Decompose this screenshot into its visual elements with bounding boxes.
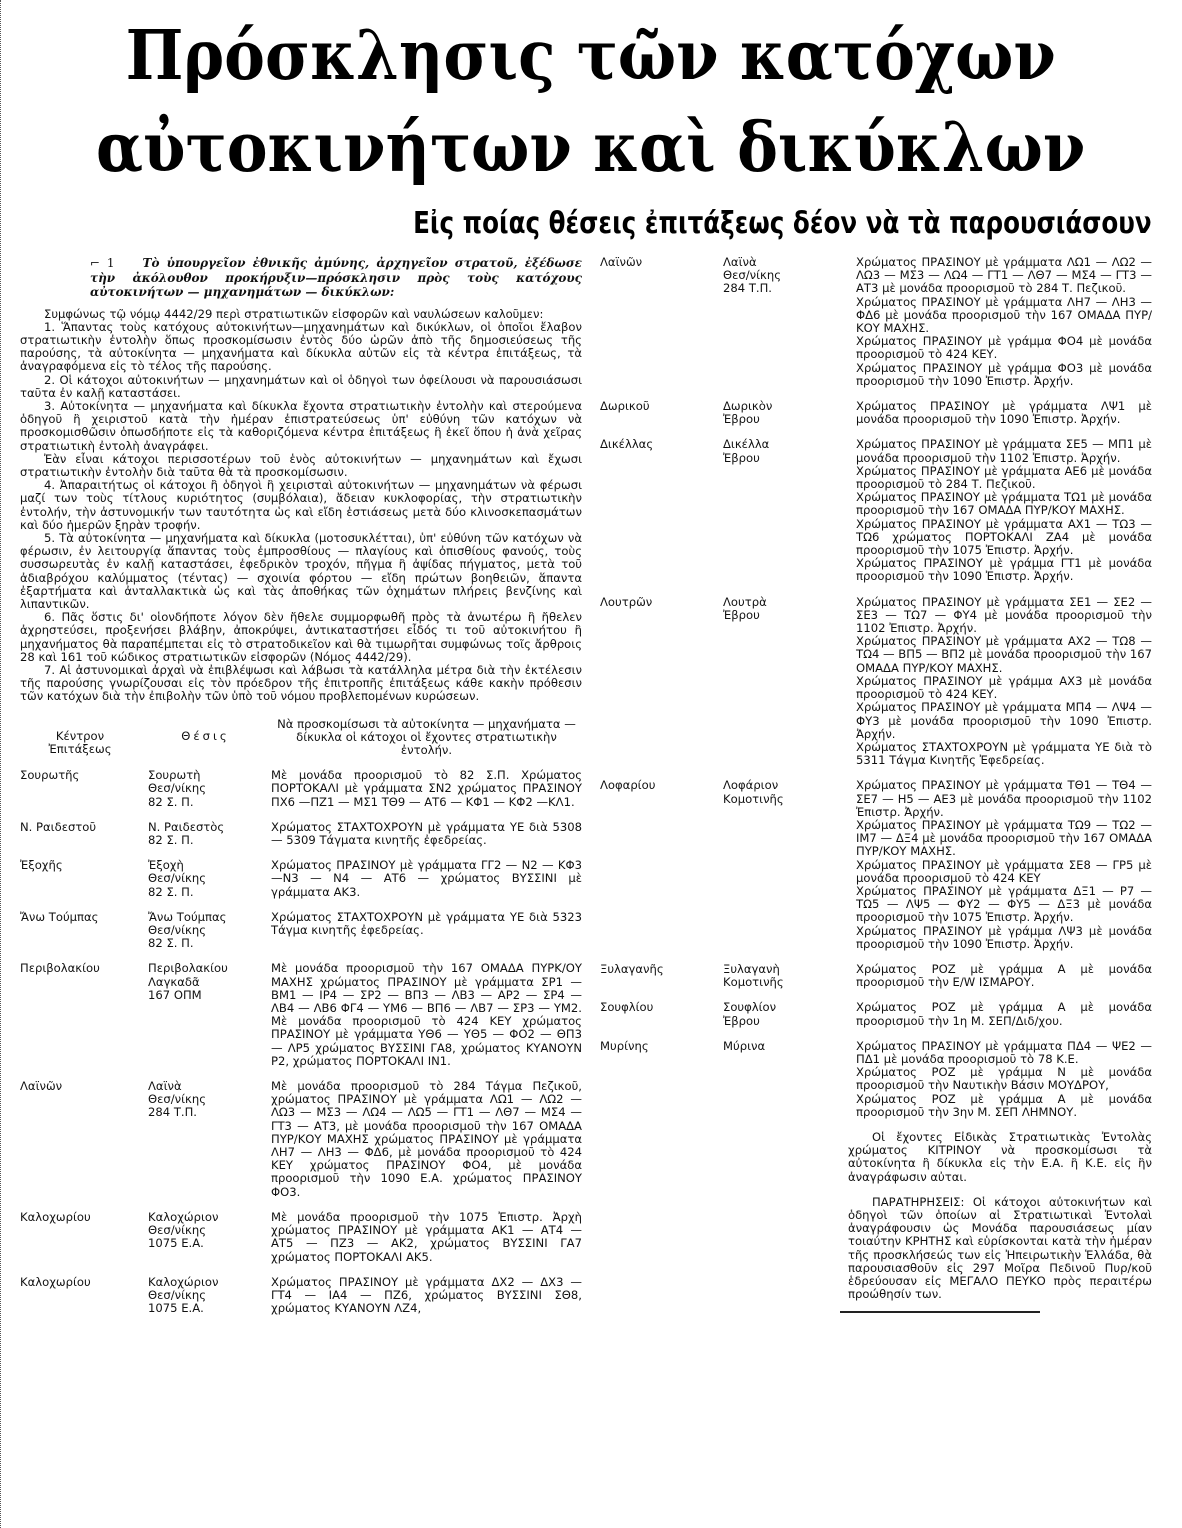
cell-center: Λαϊνῶν bbox=[20, 1079, 63, 1094]
lead-paragraph: Συμφώνως τῷ νόμῳ 4442/29 περὶ στρατιωτικῶν εἰσφορῶν καὶ ναυλώσεων καλοῦμεν: bbox=[44, 306, 544, 321]
detail-line: Χρώματος ΣΤΑΧΤΟΧΡΟΥΝ μὲ γράμματα ΥΕ διὰ 5308 — 5309 Τάγματα κινητῆς ἐφεδρείας. bbox=[271, 819, 582, 848]
detail-line: Χρώματος ΣΤΑΧΤΟΧΡΟΥΝ μὲ γράμματα ΥΕ διὰ 5323 Τάγμα κινητῆς ἐφεδρείας. bbox=[271, 909, 582, 938]
detail-line: Χρώματος ΡΟΖ μὲ γράμμα Α μὲ μονάδα προορισμοῦ τὴν 3ην Μ. ΣΕΠ ΛΗΜΝΟΥ. bbox=[856, 1091, 1152, 1119]
header-center: Κέντρον Ἐπιτάξεως bbox=[48, 728, 112, 756]
detail-line: Χρώματος ΠΡΑΣΙΝΟΥ μὲ γράμματα ΤΩ9 — ΤΩ2 — ΙΜ7 — ΔΞ4 μὲ μονάδα προορισμοῦ τὴν 167 ΟΜΑΔΑ ΠΥΡ/ΚΟΥ ΜΑΧΗΣ. bbox=[856, 817, 1152, 859]
cell-center: Δικέλλας bbox=[600, 437, 654, 452]
cell-details bbox=[856, 438, 1152, 583]
detail-line: Μὲ μονάδα προορισμοῦ τὴν 1075 Ἐπιστρ. Ἀρχὴ χρώματος ΠΡΑΣΙΝΟΥ μὲ γράμματα ΑΚ1 — ΑΤ4 — ΑΤ5 — ΠΖ3 — ΑΚ2, χρώματος ΒΥΣΣΙΝΙ ΓΑ7 χρώματος ΠΟΡΤΟΚΑΛΙ ΑΚ5. bbox=[271, 1209, 582, 1264]
header-details: Νὰ προσκομίσωσι τὰ αὐτοκίνητα — μηχανήματα — δίκυκλα οἱ κάτοχοι οἱ ἔχοντες στρατιωτικὴν ἐντολήν. bbox=[277, 716, 576, 757]
detail-line: Χρώματος ΠΡΑΣΙΝΟΥ μὲ γράμματα ΛΨ1 μὲ μονάδα προορισμοῦ τὴν 1090 Ἐπιστρ. Ἀρχήν. bbox=[856, 399, 1152, 427]
headline-line-1-box bbox=[0, 10, 1182, 102]
table-row bbox=[600, 400, 1152, 426]
cell-location: Καλοχώριον Θεσ/νίκης 1075 Ε.Α. bbox=[148, 1209, 219, 1251]
cell-details bbox=[856, 256, 1152, 388]
detail-line: Χρώματος ΠΡΑΣΙΝΟΥ μὲ γράμματα ΔΧ2 — ΔΧ3 — ΓΤ4 — ΙΑ4 — ΠΖ6, χρώματος ΒΥΣΣΙΝΙ ΣΘ8, χρώματος ΚΥΑΝΟΥΝ ΛΖ4, bbox=[271, 1274, 582, 1316]
article-paragraph: 5. Τὰ αὐτοκίνητα — μηχανήματα καὶ δίκυκλα (μοτοσυκλέτται), ὑπ' εὐθύνη τῶν κατόχων νὰ φέρωσιν, ἐν λειτουργίᾳ ἅπαντας τοὺς ἐμπροσθίους — πλαγίους καὶ ὀπισθίους φανούς, τοὺς συσσωρευτὰς ἐν καλῇ καταστάσει, ἐφεδρικὸν τροχόν, πῆγμα ἢ ἀψίδας πήγματος, μετὰ τοῦ ἀδιαβρόχου καλύμματος (τέντας) — σχοινία φόρτου — εἴδη πρώτων βοηθειῶν, ἅπαντα ἐξαρτήματα καὶ ἀνταλλακτικὰ ὡς καὶ τὰς ἀποθήκας τῶν ὀχημάτων πλήρεις βενζίνης καὶ λιπαντικῶν. bbox=[20, 530, 582, 611]
cell-details bbox=[856, 963, 1152, 989]
cell-location: Ἐξοχὴ Θεσ/νίκης 82 Σ. Π. bbox=[148, 858, 207, 899]
cell-center: Καλοχωρίου bbox=[20, 1209, 91, 1224]
detail-line: Μὲ μονάδα προορισμοῦ τὴν 167 ΟΜΑΔΑ ΠΥΡΚ/ΟΥ ΜΑΧΗΣ χρώματος ΠΡΑΣΙΝΟΥ μὲ γράμματα ΣΡ1 — ΒΜ1 — ΙΡ4 — ΣΡ2 — ΒΠ3 — ΛΒ3 — ΑΡ2 — ΣΡ4 — ΛΒ4 — ΛΒ6 ΦΓ4 — ΥΜ6 — ΒΠ6 — ΛΒ7 — ΣΡ3 — ΥΜ2. Μὲ μονάδα προορισμοῦ τὸ 424 ΚΕΥ χρώματος ΠΡΑΣΙΝΟΥ μὲ γράμματα ΥΘ6 — ΥΘ5 — ΦΟ2 — ΘΠ3 — ΛΡ5 χρώματος ΒΥΣΣΙΝΙ ΓΑ8, χρώματος ΚΥΑΝΟΥΝ Ρ2, χρώματος ΠΟΡΤΟΚΑΛΙ ΙΝ1. bbox=[271, 961, 582, 1068]
table-row bbox=[600, 256, 1152, 388]
table-row bbox=[20, 1211, 582, 1264]
detail-line: Χρώματος ΠΡΑΣΙΝΟΥ μὲ γράμματα ΑΕ6 μὲ μονάδα προορισμοῦ τὸ 284 Τ. Πεζικοῦ. bbox=[856, 463, 1152, 492]
cell-location: Δωρικὸν Ἐβρου bbox=[723, 399, 773, 427]
header-location: Θέσις bbox=[181, 728, 230, 743]
section-marker: ⌐ 1 bbox=[90, 256, 115, 270]
cell-details bbox=[856, 596, 1152, 768]
detail-line: Χρώματος ΠΡΑΣΙΝΟΥ μὲ γράμματα ΣΕ1 — ΣΕ2 — ΣΕ3 — ΤΩ7 — ΦΥ4 μὲ μονάδα προορισμοῦ τὴν 1102 Ἐπιστρ. Ἀρχήν. bbox=[856, 594, 1152, 636]
detail-line: Χρώματος ΠΡΑΣΙΝΟΥ μὲ γράμματα ΑΧ2 — ΤΩ8 — ΤΩ4 — ΒΠ5 — ΒΠ2 μὲ μονάδα προορισμοῦ τὴν 167 ΟΜΑΔΑ ΠΥΡ/ΚΟΥ ΜΑΧΗΣ. bbox=[856, 634, 1153, 675]
detail-line: Χρώματος ΡΟΖ μὲ γράμμα Α μὲ μονάδα προορισμοῦ τὴν 1η Μ. ΣΕΠ/Διδ/χου. bbox=[856, 1000, 1152, 1028]
note-paragraph: ΠΑΡΑΤΗΡΗΣΕΙΣ: Οἱ κάτοχοι αὐτοκινήτων καὶ ὁδηγοὶ τῶν ὁποίων αἱ Στρατιωτικαὶ Ἐντολαὶ ἀναγράφουσιν ὡς Μονάδα παρουσιάσεως μίαν τοιαύτην ΚΡΗΤΗΣ καὶ εὑρίσκονται κατὰ τὴν ἡμέραν τῆς προσκλήσεώς των εἰς Ἠπειρωτικὴν Ἑλλάδα, θὰ παρουσιασθοῦν εἰς 297 Μοῖρα Πεδινοῦ Πυρ/κοῦ ἑδρεύουσαν εἰς ΜΕΓΑΛΟ ΠΕΥΚΟ πρὸς περαιτέρω προώθησίν των. bbox=[848, 1194, 1152, 1302]
detail-line: Χρώματος ΠΡΑΣΙΝΟΥ μὲ γράμματα ΓΓ2 — Ν2 — ΚΦ3 —Ν3 — Ν4 — ΑΤ6 — χρώματος ΒΥΣΣΙΝΙ μὲ γράμματα ΑΚ3. bbox=[271, 858, 582, 899]
detail-line: Χρώματος ΠΡΑΣΙΝΟΥ μὲ γράμμα ΦΟ4 μὲ μονάδα προορισμοῦ τὸ 424 ΚΕΥ. bbox=[856, 334, 1152, 362]
cell-location: Καλοχώριον Θεσ/νίκης 1075 Ε.Α. bbox=[148, 1274, 219, 1316]
table-row bbox=[20, 821, 582, 847]
cell-location: Ξυλαγανὴ Κομοτινῆς bbox=[723, 961, 784, 990]
headline-line-1: Πρόσκλησις τῶν κατόχων bbox=[125, 16, 1057, 96]
detail-line: Μὲ μονάδα προορισμοῦ τὸ 284 Τάγμα Πεζικοῦ, χρώματος ΠΡΑΣΙΝΟΥ μὲ γράμματα ΛΩ1 — ΛΩ2 — ΛΩ3 — ΜΣ3 — ΛΩ4 — ΛΩ5 — ΓΤ1 — ΛΘ7 — ΜΣ4 — ΓΤ3 — ΑΤ3, μὲ μονάδα προορισμοῦ τὴν 167 ΟΜΑΔΑ ΠΥΡ/ΚΟΥ ΜΑΧΗΣ χρώματος ΠΡΑΣΙΝΟΥ μὲ γράμματα ΛΗ7 — ΛΗ3 — ΦΔ6, μὲ μονάδα προορισμοῦ τὸ 424 ΚΕΥ χρώματος ΠΡΑΣΙΝΟΥ ΦΟ4, μὲ μονάδα προορισμοῦ τὴν 1090 Ε.Α. χρώματος ΠΡΑΣΙΝΟΥ ΦΟ3. bbox=[271, 1079, 582, 1199]
cell-details bbox=[271, 859, 582, 899]
detail-line: Μὲ μονάδα προορισμοῦ τὸ 82 Σ.Π. Χρώματος ΠΟΡΤΟΚΑΛΙ μὲ γράμματα ΣΝ2 χρώματος ΠΡΑΣΙΝΟΥ ΠΧ6 —ΠΖ1 — ΜΣ1 ΤΘ9 — ΑΤ6 — ΚΦ1 — ΚΦ2 —ΚΛ1. bbox=[271, 768, 582, 809]
cell-center: Ἄνω Τούμπας bbox=[20, 909, 99, 924]
article-paragraph: 6. Πᾶς ὅστις δι' οἱονδήποτε λόγον δὲν ἤθελε συμμορφωθῆ πρὸς τὰ ἀνωτέρω ἢ ἤθελεν ἀχρηστεύσει, προξενήσει βλάβην, ἀποκρύψει, ἀντικαταστήσει εἶδός τι τοῦ αὐτοκινήτου ἢ μηχανήματος θὰ παραπέμπεται εἰς τὸ στρατοδικεῖον καὶ θὰ τιμωρῆται συμφώνως τοῖς ἄρθροις 28 καὶ 161 τοῦ κώδικος στρατιωτικῶν εἰσφορῶν (Νόμος 4442/29). bbox=[20, 610, 582, 664]
notes-block bbox=[600, 1131, 1152, 1301]
table-row bbox=[20, 1276, 582, 1316]
cell-center: Ξυλαγανῆς bbox=[600, 961, 664, 976]
cell-center: Ἐξοχῆς bbox=[20, 858, 63, 873]
table-body-left bbox=[20, 769, 582, 1315]
table-row bbox=[600, 1040, 1152, 1119]
article-paragraph: 3. Αὐτοκίνητα — μηχανήματα καὶ δίκυκλα ἔχοντα στρατιωτικὴν ἐντολὴν καὶ στερούμενα ὁδηγοῦ ἢ χειριστοῦ κατὰ τὴν ἡμέραν ἐπιστρατεύσεως ὑπ' εὐθύνη τῶν κατόχων νὰ προσκομισθῶσιν ὁπωσδήποτε εἰς τὰ καθοριζόμενα κέντρα ἐπιτάξεως ἢ ἐκεῖ ὅπου ἡ ἀνὰ χεῖρας στρατιωτικὴ ἐντολὴ ἀναγράφει. bbox=[20, 398, 582, 453]
cell-location: Δικέλλα Ἐβρου bbox=[723, 437, 770, 465]
table-row bbox=[20, 859, 582, 899]
cell-location: Ἄνω Τούμπας Θεσ/νίκης 82 Σ. Π. bbox=[148, 909, 227, 951]
cell-location: Περιβολακίου Λαγκαδᾶ 167 ΟΠΜ bbox=[148, 961, 228, 1002]
cell-details bbox=[271, 821, 582, 847]
cell-center: Λοφαρίου bbox=[600, 778, 656, 793]
cell-location: Λαϊνὰ Θεσ/νίκης 284 Τ.Π. bbox=[723, 255, 782, 296]
table-row bbox=[20, 962, 582, 1068]
detail-line: Χρώματος ΡΟΖ μὲ γράμμα Ν μὲ μονάδα προορισμοῦ τὴν Ναυτικὴν Βάσιν ΜΟΥΔΡΟΥ, bbox=[856, 1065, 1152, 1093]
detail-line: Χρώματος ΠΡΑΣΙΝΟΥ μὲ γράμμα ΓΤ1 μὲ μονάδα προορισμοῦ τὴν 1090 Ἐπιστρ. Ἀρχήν. bbox=[856, 556, 1152, 584]
table-row bbox=[600, 596, 1152, 768]
cell-center: Ν. Ραιδεστοῦ bbox=[20, 819, 97, 834]
cell-location: Σουρωτὴ Θεσ/νίκης 82 Σ. Π. bbox=[148, 768, 207, 809]
article-columns bbox=[0, 250, 1182, 1321]
table-header bbox=[20, 718, 582, 758]
table-body-right bbox=[600, 256, 1152, 1119]
article-paragraph: 1. Ἅπαντας τοὺς κατόχους αὐτοκινήτων—μηχανημάτων καὶ δικύκλων, οἱ ὁποῖοι ἔλαβον στρατιωτικὴν ἐντολὴν ὅπως προσκομίσωσιν ἐντὸς δύο ὡρῶν ἀπὸ τῆς δημοσιεύσεως τῆς παρούσης, τὰ αὐτοκίνητα — μηχανήματα καὶ δίκυκλα αὐτῶν εἰς τὰ κέντρα ἐπιτάξεως, τὰ ἀναγραφόμενα εἰς τὸ τέλος τῆς παρούσης. bbox=[20, 319, 582, 374]
detail-line: Χρώματος ΠΡΑΣΙΝΟΥ μὲ γράμματα ΛΩ1 — ΛΩ2 — ΛΩ3 — ΜΣ3 — ΛΩ4 — ΓΤ1 — ΛΘ7 — ΜΣ4 — ΓΤ3 — ΑΤ3 μὲ μονάδα προορισμοῦ τὸ 284 Τ. Πεζικοῦ. bbox=[856, 255, 1152, 296]
article-paragraph: 4. Ἀπαραιτήτως οἱ κάτοχοι ἢ ὁδηγοὶ ἢ χειρισταὶ αὐτοκινήτων — μηχανημάτων νὰ φέρωσι μαζί των τοὺς τίτλους κυριότητος (συμβόλαια), ἄδειαν κυκλοφορίας, τὴν στρατιωτικὴν ἐντολήν, τὴν ἀστυνομικήν των ταυτότητα ὡς καὶ εἴδη ἑστιάσεως μετὰ δύο κλινοσκεπασμάτων καὶ δύο ἡμερῶν ξηρὰν τροφήν. bbox=[20, 478, 582, 532]
article-paragraph: 7. Αἱ ἀστυνομικαὶ ἀρχαὶ νὰ ἐπιβλέψωσι καὶ λάβωσι τὰ κατάλληλα μέτρα διὰ τὴν ἐκτέλεσιν τῆς παρούσης γνωρίζουσαι εἰς τὸν πρόεδρον τῆς ἐπιτροπῆς ἐπιτάξεως κάθε κακὴν πρόθεσιν τῶν κατόχων διὰ τὴν ἐπιβολὴν τῶν ὑπὸ τοῦ νόμου προβλεπομένων κυρώσεων. bbox=[20, 662, 582, 704]
cell-location: Μύρινα bbox=[723, 1038, 766, 1053]
subheadline-box bbox=[0, 198, 1182, 250]
detail-line: Χρώματος ΠΡΑΣΙΝΟΥ μὲ γράμμα ΑΧ3 μὲ μονάδα προορισμοῦ τὸ 424 ΚΕΥ. bbox=[856, 673, 1152, 702]
detail-line: Χρώματος ΠΡΑΣΙΝΟΥ μὲ γράμματα ΔΞ1 — Ρ7 — ΤΩ5 — ΛΨ5 — ΦΥ2 — ΦΥ5 — ΔΞ3 μὲ μονάδα προορισμοῦ τὴν 1075 Ἐπιστρ. Ἀρχήν. bbox=[856, 883, 1152, 925]
cell-center: Μυρίνης bbox=[600, 1038, 649, 1053]
cell-center: Λαϊνῶν bbox=[600, 255, 643, 269]
cell-details bbox=[271, 962, 582, 1068]
cell-location: Ν. Ραιδεστὸς 82 Σ. Π. bbox=[148, 819, 225, 848]
article-paragraph: Ἐὰν εἶναι κάτοχοι περισσοτέρων τοῦ ἑνὸς αὐτοκινήτων — μηχανημάτων καὶ ἔχωσι στρατιωτικὴν ἐντολὴν διὰ ταῦτα θὰ τὰ προσκομίσωσιν. bbox=[20, 451, 582, 479]
article-column-right bbox=[600, 256, 1152, 1321]
bottom-rule bbox=[840, 1311, 1040, 1313]
cell-details bbox=[856, 400, 1152, 426]
cell-details bbox=[271, 911, 582, 951]
masthead bbox=[0, 0, 1182, 250]
detail-line: Χρώματος ΠΡΑΣΙΝΟΥ μὲ γράμματα ΑΧ1 — ΤΩ3 — ΤΩ6 χρώματος ΠΟΡΤΟΚΑΛΙ ΖΑ4 μὲ μονάδα προορισμοῦ τὴν 1075 Ἐπιστρ. Ἀρχήν. bbox=[856, 516, 1152, 558]
detail-line: Χρώματος ΠΡΑΣΙΝΟΥ μὲ γράμματα ΣΕ8 — ΓΡ5 μὲ μονάδα προορισμοῦ τὸ 424 ΚΕΥ bbox=[856, 857, 1152, 885]
cell-center: Περιβολακίου bbox=[20, 961, 100, 976]
cell-details bbox=[271, 1211, 582, 1264]
table-row bbox=[20, 769, 582, 809]
detail-line: Χρώματος ΠΡΑΣΙΝΟΥ μὲ γράμμα ΛΨ3 μὲ μονάδα προορισμοῦ τὴν 1090 Ἐπιστρ. Ἀρχήν. bbox=[856, 923, 1152, 951]
cell-details bbox=[271, 769, 582, 809]
cell-location: Σουφλίον Ἐβρου bbox=[723, 1000, 777, 1028]
cell-details bbox=[856, 1001, 1152, 1027]
cell-center: Σουρωτῆς bbox=[20, 768, 80, 783]
cell-details bbox=[856, 1040, 1152, 1119]
intro-paragraph bbox=[20, 256, 582, 300]
intro-text: Τὸ ὑπουργεῖον ἐθνικῆς ἀμύνης, ἀρχηγεῖον στρατοῦ, ἐξέδωσε τὴν ἀκόλουθον προκήρυξιν—πρόσκλησιν πρὸς τοὺς κατόχους αὐτοκινήτων — μηχανημάτων — δικύκλων: bbox=[90, 256, 582, 299]
table-row bbox=[600, 1001, 1152, 1027]
cell-center: Καλοχωρίου bbox=[20, 1274, 91, 1289]
cell-location: Λαϊνὰ Θεσ/νίκης 284 Τ.Π. bbox=[148, 1079, 207, 1120]
cell-details bbox=[271, 1276, 582, 1316]
note-paragraph: Οἱ ἔχοντες Εἰδικὰς Στρατιωτικὰς Ἐντολὰς χρώματος ΚΙΤΡΙΝΟΥ νὰ προσκομίσωσι τὰ αὐτοκίνητα ἢ δίκυκλα εἰς τὴν Ε.Α. ἢ Κ.Ε. εἰς ἣν ἀναγράφωσιν αὐται. bbox=[848, 1129, 1152, 1184]
cell-center: Δωρικοῦ bbox=[600, 399, 650, 414]
cell-center: Λουτρῶν bbox=[600, 594, 653, 609]
subheadline: Εἰς ποίας θέσεις ἐπιτάξεως δέον νὰ τὰ παρουσιάσουν bbox=[413, 206, 1152, 241]
detail-line: Χρώματος ΠΡΑΣΙΝΟΥ μὲ γράμματα ΠΔ4 — ΨΕ2 — ΠΔ1 μὲ μονάδα προορισμοῦ τὸ 78 Κ.Ε. bbox=[856, 1038, 1152, 1066]
cell-details bbox=[271, 1080, 582, 1199]
detail-line: Χρώματος ΣΤΑΧΤΟΧΡΟΥΝ μὲ γράμματα ΥΕ διὰ τὸ 5311 Τάγμα Κινητῆς Ἐφεδρείας. bbox=[856, 739, 1152, 768]
headline-line-2: αὐτοκινήτων καὶ δικύκλων bbox=[96, 108, 1086, 188]
cell-center: Σουφλίου bbox=[600, 1000, 654, 1015]
cell-location: Λουτρὰ Ἐβρου bbox=[723, 594, 767, 622]
detail-line: Χρώματος ΡΟΖ μὲ γράμμα Α μὲ μονάδα προορισμοῦ τὴν Ε/W ΙΣΜΑΡΟΥ. bbox=[856, 961, 1152, 990]
table-row bbox=[600, 438, 1152, 583]
detail-line: Χρώματος ΠΡΑΣΙΝΟΥ μὲ γράμματα ΤΩ1 μὲ μονάδα προορισμοῦ τὴν 167 ΟΜΑΔΑ ΠΥΡ/ΚΟΥ ΜΑΧΗΣ. bbox=[856, 490, 1152, 518]
headline-line-2-box bbox=[0, 102, 1182, 194]
detail-line: Χρώματος ΠΡΑΣΙΝΟΥ μὲ γράμματα ΣΕ5 — ΜΠ1 μὲ μονάδα προορισμοῦ τὴν 1102 Ἐπιστρ. Ἀρχήν. bbox=[856, 437, 1152, 465]
cell-location: Λοφάριον Κομοτινῆς bbox=[723, 778, 784, 806]
detail-line: Χρώματος ΠΡΑΣΙΝΟΥ μὲ γράμματα ΛΗ7 — ΛΗ3 — ΦΔ6 μὲ μονάδα προορισμοῦ τὴν 167 ΟΜΑΔΑ ΠΥΡ/ΚΟΥ ΜΑΧΗΣ. bbox=[856, 294, 1152, 336]
table-row bbox=[600, 779, 1152, 951]
article-paragraph: 2. Οἱ κάτοχοι αὐτοκινήτων — μηχανημάτων καὶ οἱ ὁδηγοὶ των ὀφείλουσι νὰ παρουσιάσωσι ταῦτα ἐν καλῇ καταστάσει. bbox=[20, 372, 582, 400]
table-row bbox=[20, 911, 582, 951]
table-row bbox=[600, 963, 1152, 989]
table-row bbox=[20, 1080, 582, 1199]
detail-line: Χρώματος ΠΡΑΣΙΝΟΥ μὲ γράμματα ΜΠ4 — ΛΨ4 — ΦΥ3 μὲ μονάδα προορισμοῦ τὴν 1090 Ἐπιστρ. Ἀρχήν. bbox=[856, 700, 1152, 741]
cell-details bbox=[856, 779, 1152, 951]
detail-line: Χρώματος ΠΡΑΣΙΝΟΥ μὲ γράμμα ΦΟ3 μὲ μονάδα προορισμοῦ τὴν 1090 Ἐπιστρ. Ἀρχήν. bbox=[856, 360, 1152, 388]
detail-line: Χρώματος ΠΡΑΣΙΝΟΥ μὲ γράμματα ΤΘ1 — ΤΘ4 — ΣΕ7 — Η5 — ΑΕ3 μὲ μονάδα προορισμοῦ τὴν 1102 Ἐπιστρ. Ἀρχήν. bbox=[856, 778, 1152, 819]
article-column-left bbox=[20, 256, 582, 1321]
